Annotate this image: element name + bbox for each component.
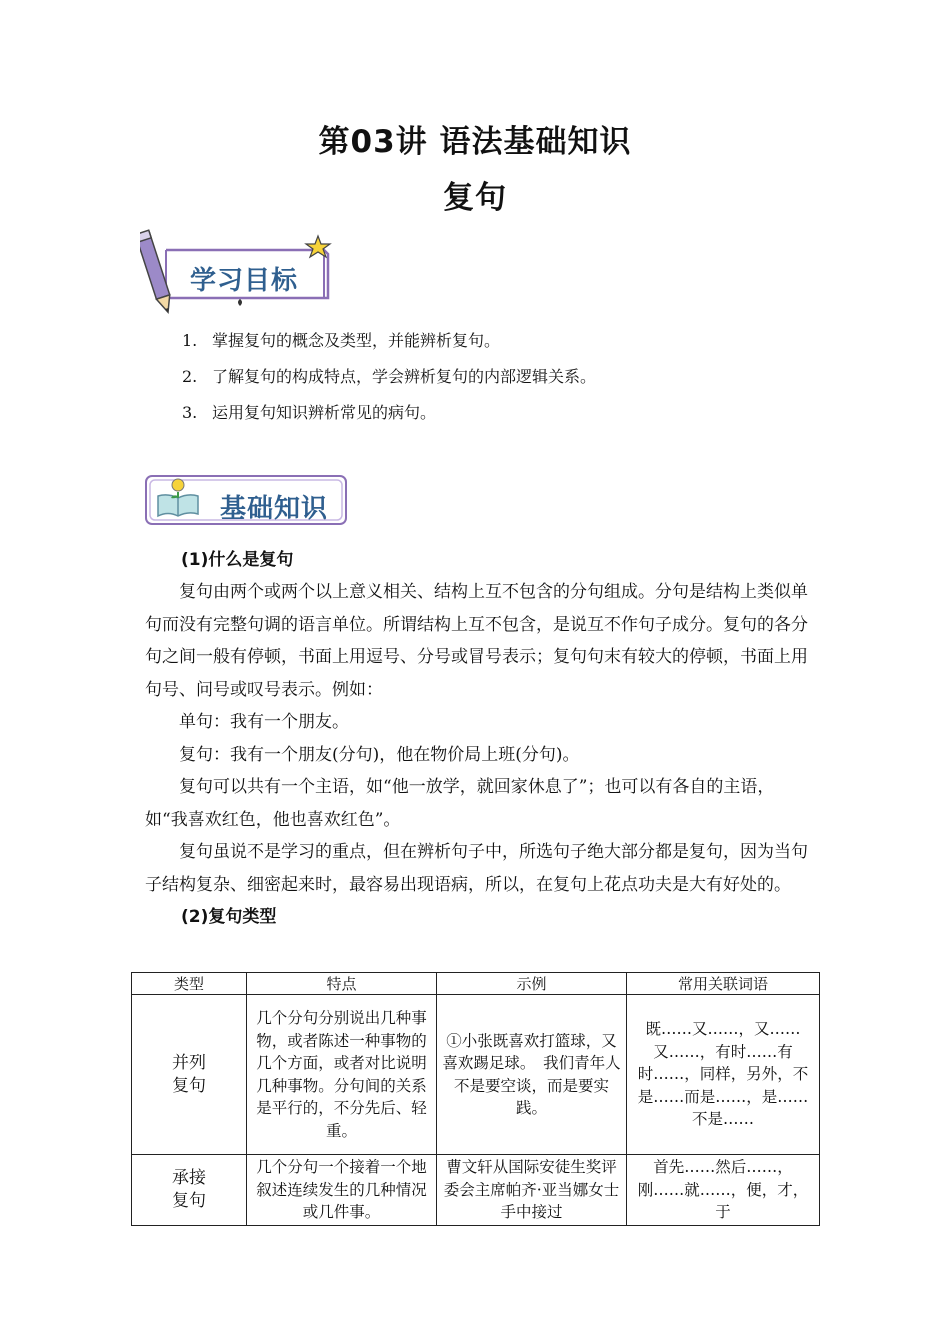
table-header-row xyxy=(132,973,820,995)
page-title: 第03讲 语法基础知识 xyxy=(318,124,632,160)
page-subtitle: 复句 xyxy=(443,180,507,216)
compound-sentence-types-table xyxy=(131,972,820,1226)
content-body xyxy=(145,544,810,933)
goal-item: 3. 运用复句知识辨析常见的病句。 xyxy=(182,403,437,422)
type-cell: 承接复句 xyxy=(132,1155,247,1226)
connectives-cell: 既……又……，又……又……，有时……有时……，同样，另外，不是……而是……，是……不是…… xyxy=(627,995,820,1155)
goal-item: 1. 掌握复句的概念及类型，并能辨析复句。 xyxy=(182,331,501,350)
feature-cell: 几个分句分别说出几种事物，或者陈述一种事物的几个方面，或者对比说明几种事物。分句间的关系是平行的，不分先后、轻重。 xyxy=(247,995,437,1155)
table-row xyxy=(132,995,820,1155)
table-header-cell: 常用关联词语 xyxy=(627,973,820,995)
connectives-cell: 首先……然后……，刚……就……，便，才，于 xyxy=(627,1155,820,1226)
paragraph: 复句由两个或两个以上意义相关、结构上互不包含的分句组成。分句是结构上类似单句而没有完整句调的语言单位。所谓结构上互不包含，是说互不作句子成分。复句的各分句之间一般有停顿，书面上用逗号、分号或冒号表示；复句句末有较大的停顿，书面上用句号、问号或叹号表示。例如： xyxy=(145,582,808,700)
learning-goals-list xyxy=(182,326,596,434)
paragraph: 复句可以共有一个主语，如“他一放学，就回家休息了”；也可以有各自的主语，如“我喜欢红色，他也喜欢红色”。 xyxy=(145,777,775,830)
type-cell: 并列复句 xyxy=(132,995,247,1155)
paragraph: 复句虽说不是学习的重点，但在辨析句子中，所选句子绝大部分都是复句，因为当句子结构复杂、细密起来时，最容易出现语病，所以，在复句上花点功夫是大有好处的。 xyxy=(145,842,808,895)
feature-cell: 几个分句一个接着一个地叙述连续发生的几种情况或几件事。 xyxy=(247,1155,437,1226)
table-header-cell: 特点 xyxy=(247,973,437,995)
table-header-cell: 示例 xyxy=(437,973,627,995)
learning-goals-banner xyxy=(140,226,340,318)
section-heading: (2)复句类型 xyxy=(181,907,277,927)
section-heading: (1)什么是复句 xyxy=(181,550,294,570)
table-header-cell: 类型 xyxy=(132,973,247,995)
basic-knowledge-banner xyxy=(142,470,352,532)
example-cell: ①小张既喜欢打篮球，又喜欢踢足球。 我们青年人不是要空谈，而是要实践。 xyxy=(437,995,627,1155)
learning-goals-banner-label: 学习目标 xyxy=(190,266,299,296)
example-cell: 曹文轩从国际安徒生奖评委会主席帕齐·亚当娜女士手中接过 xyxy=(437,1155,627,1226)
table-row xyxy=(132,1155,820,1226)
paragraph: 单句：我有一个朋友。 xyxy=(179,712,349,732)
basic-knowledge-banner-label: 基础知识 xyxy=(220,494,329,524)
goal-item: 2. 了解复句的构成特点，学会辨析复句的内部逻辑关系。 xyxy=(182,367,597,386)
paragraph: 复句：我有一个朋友(分句)，他在物价局上班(分句)。 xyxy=(179,744,580,765)
